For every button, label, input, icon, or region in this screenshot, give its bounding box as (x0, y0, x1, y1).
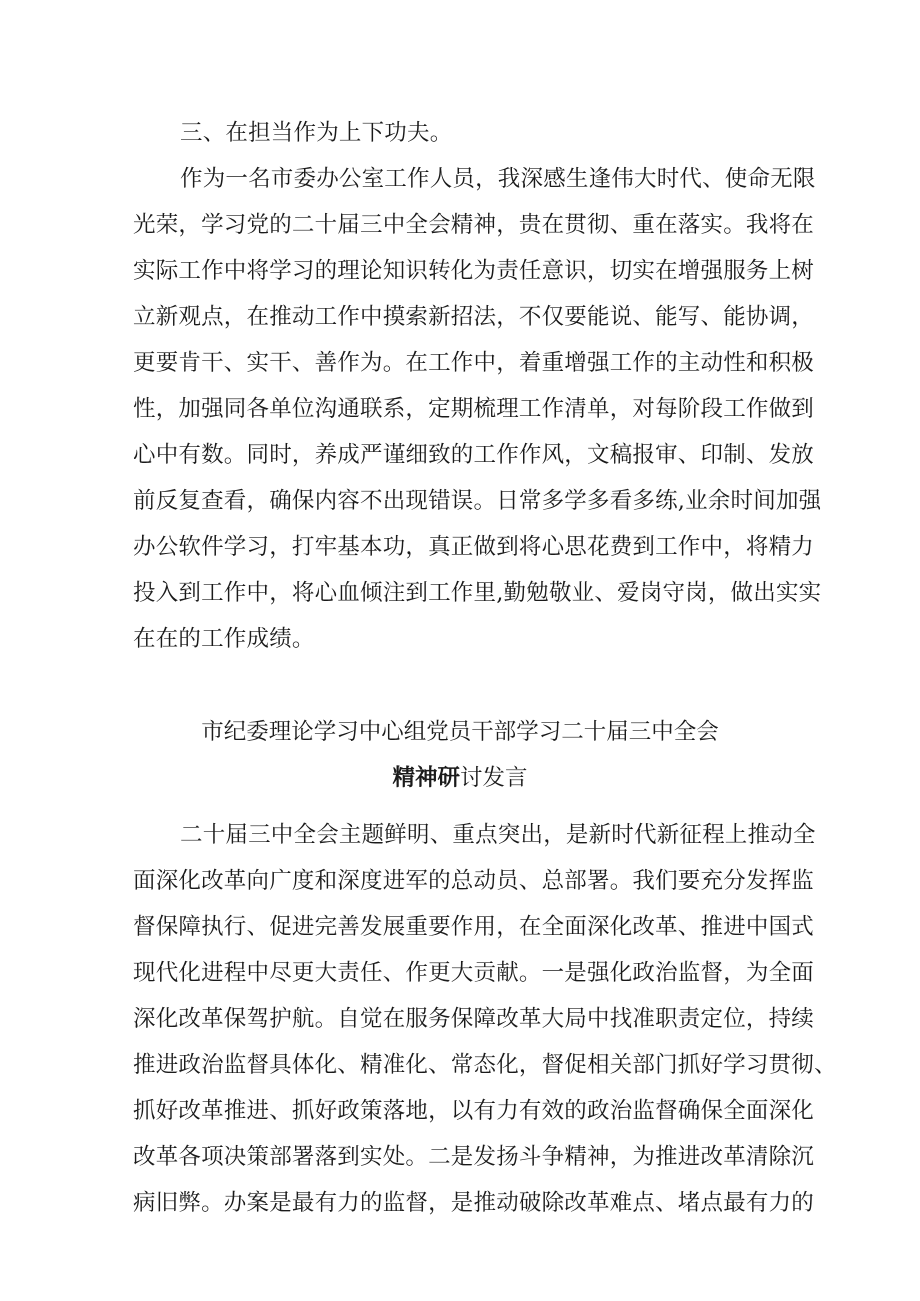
paragraph-line: 二十届三中全会主题鲜明、重点突出，是新时代新征程上推动全 (180, 822, 816, 848)
paragraph-line: 心中有数。同时，养成严谨细致的工作作风，文稿报审、印制、发放 (133, 442, 815, 468)
paragraph-line: 推进政治监督具体化、精准化、常态化，督促相关部门抓好学习贯彻、 (133, 1052, 837, 1078)
article-title-rest-part: 讨发言 (460, 765, 528, 791)
paragraph-line: 面深化改革向广度和深度进军的总动员、总部署。我们要充分发挥监 (133, 868, 815, 894)
paragraph-line: 前反复查看，确保内容不出现错误。日常多学多看多练,业余时间加强 (133, 488, 822, 514)
paragraph-line: 改革各项决策部署落到实处。二是发扬斗争精神，为推进改革清除沉 (133, 1144, 815, 1170)
paragraph-line: 立新观点，在推动工作中摸索新招法，不仅要能说、能写、能协调， (133, 304, 815, 330)
article-title-bold-part: 精神研 (392, 765, 460, 791)
paragraph-line: 实际工作中将学习的理论知识转化为责任意识，切实在增强服务上树 (133, 258, 815, 284)
paragraph-line: 病旧弊。办案是最有力的监督，是推动破除改革难点、堵点最有力的 (133, 1190, 815, 1216)
paragraph-line: 性，加强同各单位沟通联系，定期梳理工作清单，对每阶段工作做到 (133, 396, 815, 422)
paragraph-line: 投入到工作中，将心血倾注到工作里,勤勉敬业、爱岗守岗，做出实实 (133, 580, 822, 606)
paragraph-line: 办公软件学习，打牢基本功，真正做到将心思花费到工作中，将精力 (133, 534, 815, 560)
paragraph-line: 光荣，学习党的二十届三中全会精神，贵在贯彻、重在落实。我将在 (133, 212, 815, 238)
paragraph-line: 深化改革保驾护航。自觉在服务保障改革大局中找准职责定位，持续 (133, 1006, 815, 1032)
section-heading: 三、在担当作为上下功夫。 (180, 120, 453, 146)
paragraph-line: 抓好改革推进、抓好政策落地，以有力有效的政治监督确保全面深化 (133, 1098, 815, 1124)
article-title-line2 (0, 763, 920, 793)
paragraph-line: 督保障执行、促进完善发展重要作用，在全面深化改革、推进中国式 (133, 914, 815, 940)
article-title-line1: 市纪委理论学习中心组党员干部学习二十届三中全会 (201, 719, 719, 745)
paragraph-line: 现代化进程中尽更大责任、作更大贡献。一是强化政治监督，为全面 (133, 960, 815, 986)
paragraph-line: 作为一名市委办公室工作人员，我深感生逢伟大时代、使命无限 (180, 166, 816, 192)
paragraph-line: 在在的工作成绩。 (133, 626, 315, 652)
paragraph-line: 更要肯干、实干、善作为。在工作中，着重增强工作的主动性和积极 (133, 350, 815, 376)
